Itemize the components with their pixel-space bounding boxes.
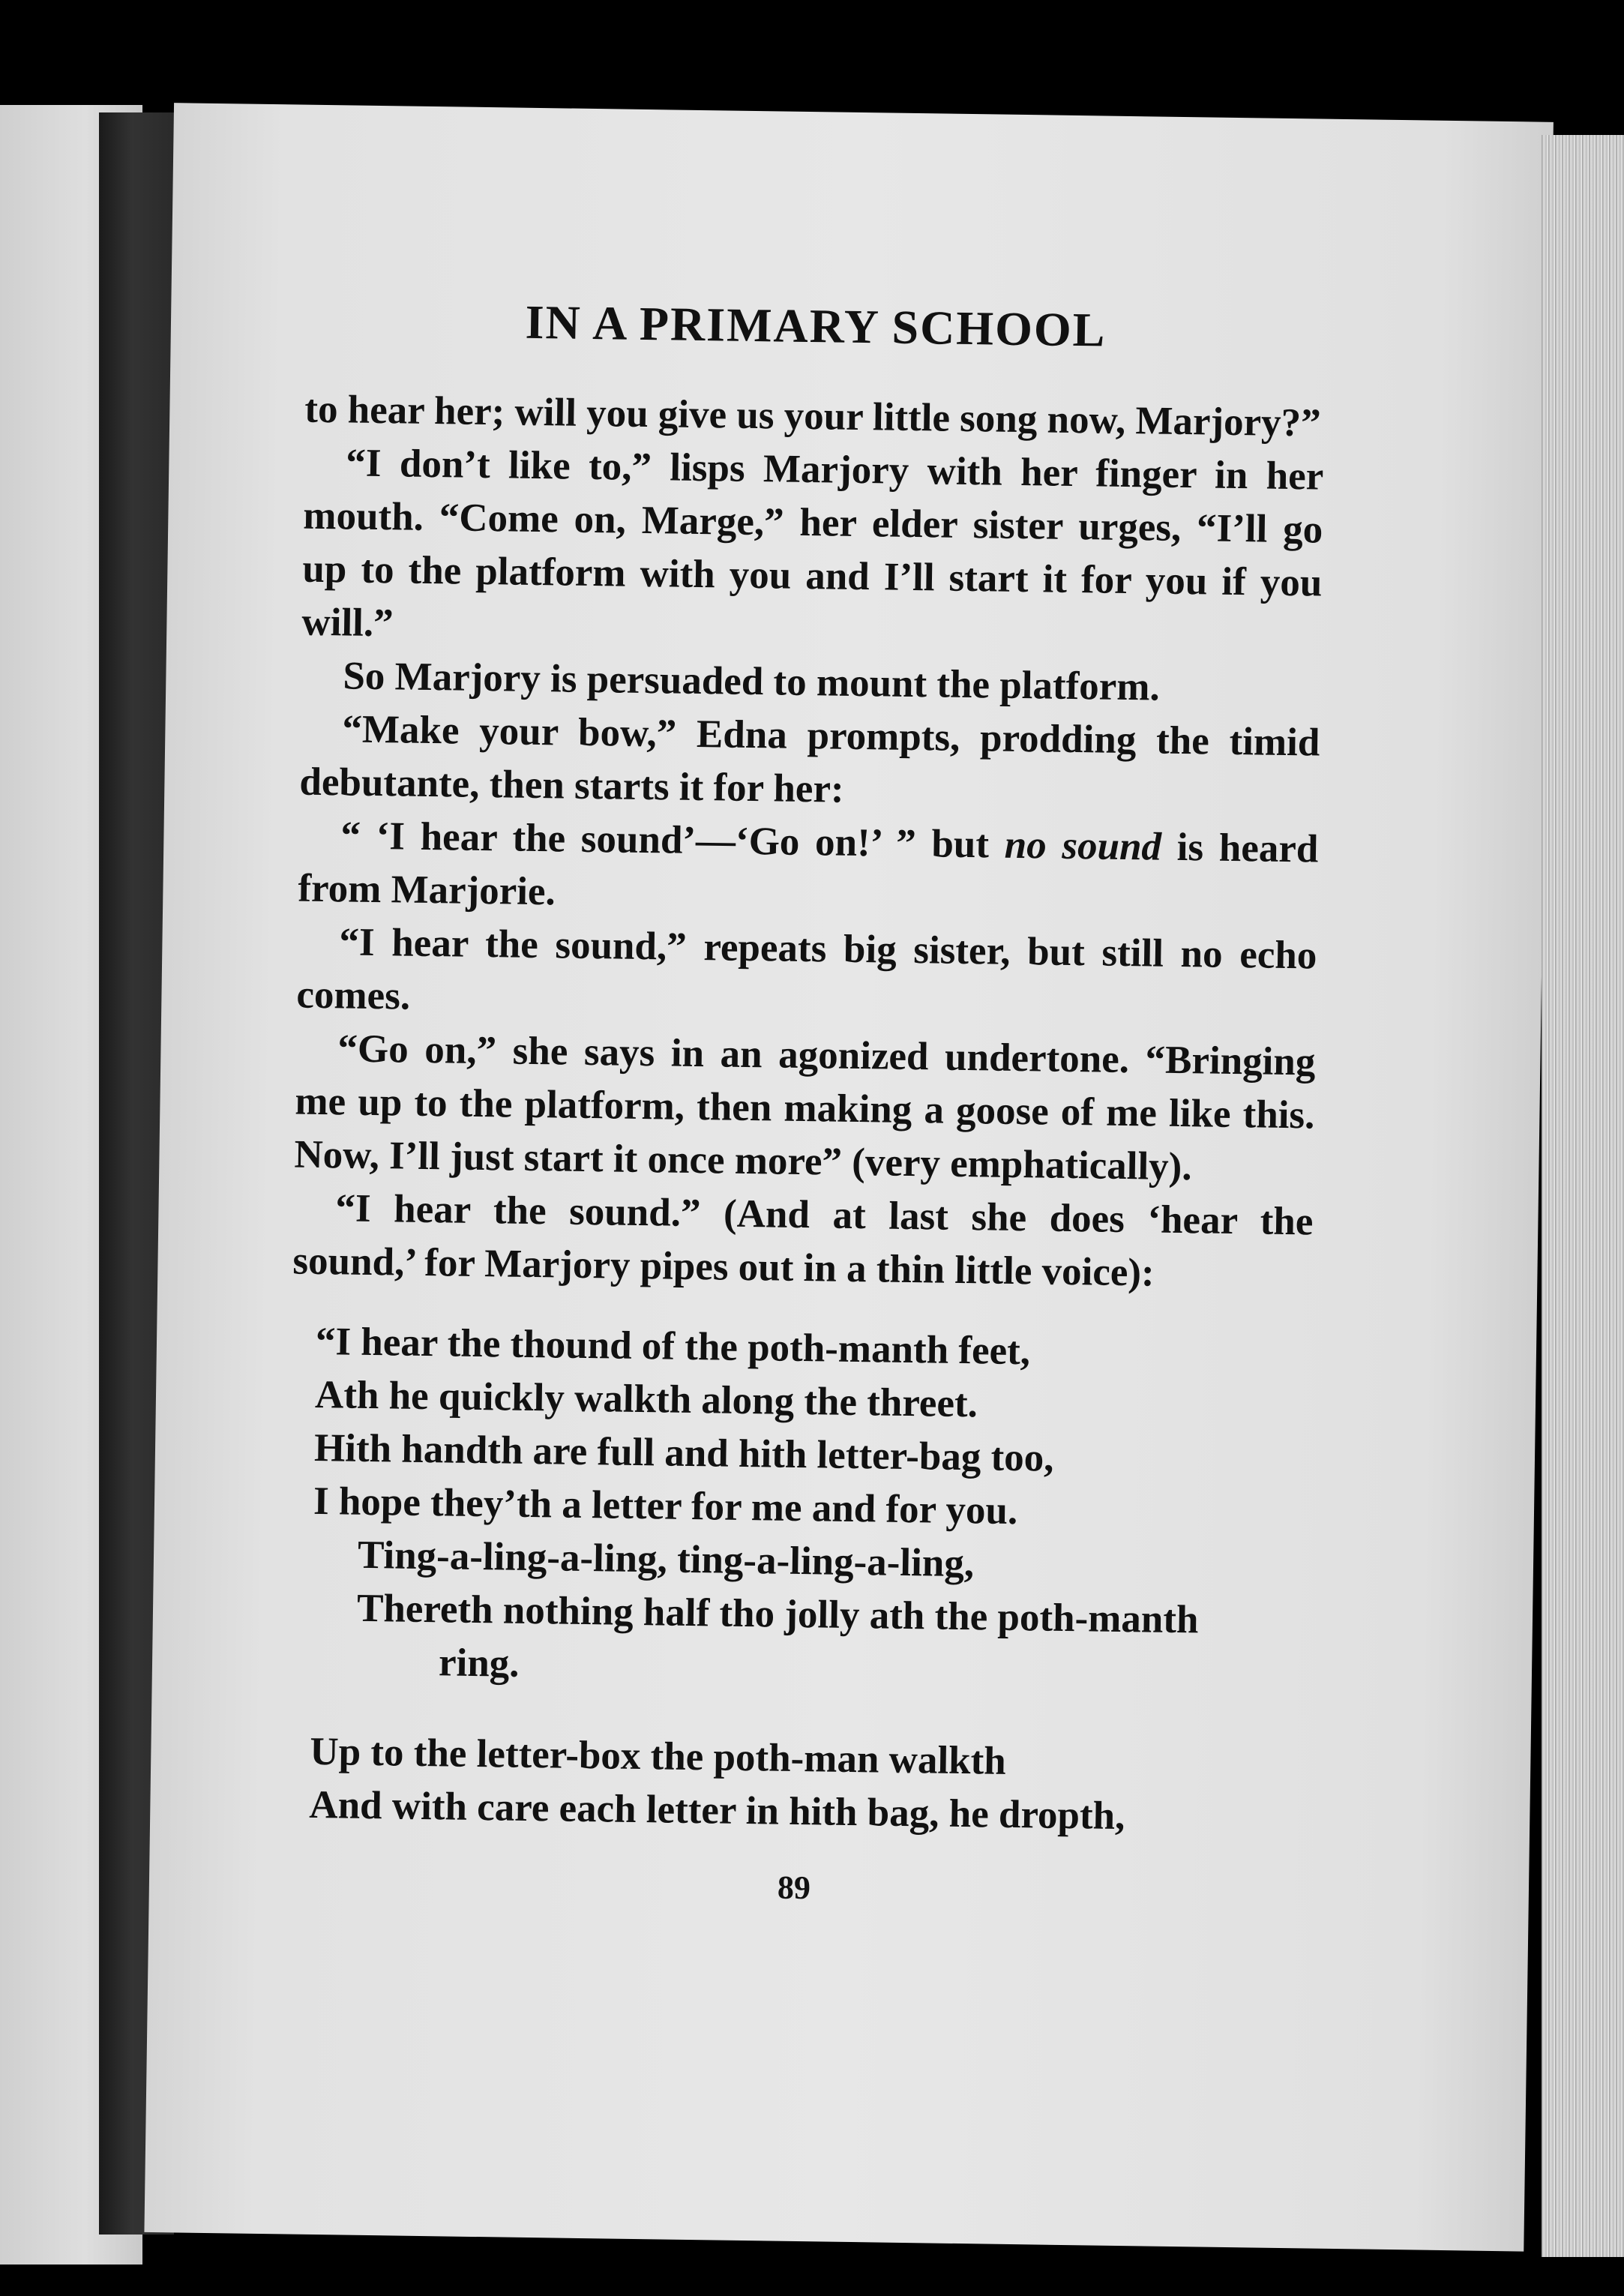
poem-line: Up to the letter-box the poth-man walkth — [310, 1729, 1007, 1783]
paragraph: “Make your bow,” Edna prompts, prodding the timid debutante, then starts it for her: — [299, 707, 1320, 811]
paragraph — [298, 809, 1319, 930]
page-content — [284, 292, 1326, 1922]
poem-refrain-line: Thereth nothing half tho jolly ath the poth-manth — [356, 1586, 1199, 1642]
paragraph: “I hear the sound.” (And at last she does ‘hear the sound,’ for Marjory pipes out in a thin little voice): — [292, 1186, 1314, 1295]
italic-emphasis: no sound — [1004, 823, 1162, 869]
poem-line: “I hear the thound of the poth-manth feet, — [315, 1319, 1031, 1374]
paragraph-text: “ ‘I hear the sound’—‘Go on!’ ” but — [340, 814, 1005, 867]
paragraph-text: is heard from Marjorie. — [298, 825, 1319, 914]
paragraph: to hear her; will you give us your little song now, Marjory?” — [304, 387, 1322, 445]
poem-line: I hope they’th a letter for me and for you. — [313, 1479, 1018, 1533]
running-head: IN A PRIMARY SCHOOL — [525, 295, 1107, 357]
poem-refrain-line: Ting-a-ling-a-ling, ting-a-ling-a-ling, — [357, 1533, 975, 1586]
paragraph: So Marjory is persuaded to mount the platform. — [343, 654, 1161, 709]
poem-turnover-line: ring. — [438, 1641, 520, 1686]
poem — [309, 1315, 1311, 1845]
book-page — [144, 103, 1553, 2251]
paragraph: “I don’t like to,” lisps Marjory with her finger in her mouth. “Come on, Marge,” her elder sister urges, “I’ll go up to the platform with you and I’ll start it for you if you will.” — [301, 441, 1324, 646]
poem-line: And with care each letter in hith bag, he dropth, — [309, 1782, 1125, 1839]
poem-line: Hith handth are full and hith letter-bag too, — [313, 1425, 1054, 1480]
poem-line: Ath he quickly walkth along the threet. — [314, 1372, 978, 1426]
paragraph: “Go on,” she says in an agonized undertone. “Bringing me up to the platform, then making a goose of me like this. Now, I’ll just start it once more” (very emphatically). — [294, 1027, 1316, 1189]
page-number: 89 — [777, 1869, 811, 1907]
paragraph: “I hear the sound,” repeats big sister, but still no echo comes. — [296, 920, 1317, 1018]
page-edges — [1542, 135, 1624, 2257]
